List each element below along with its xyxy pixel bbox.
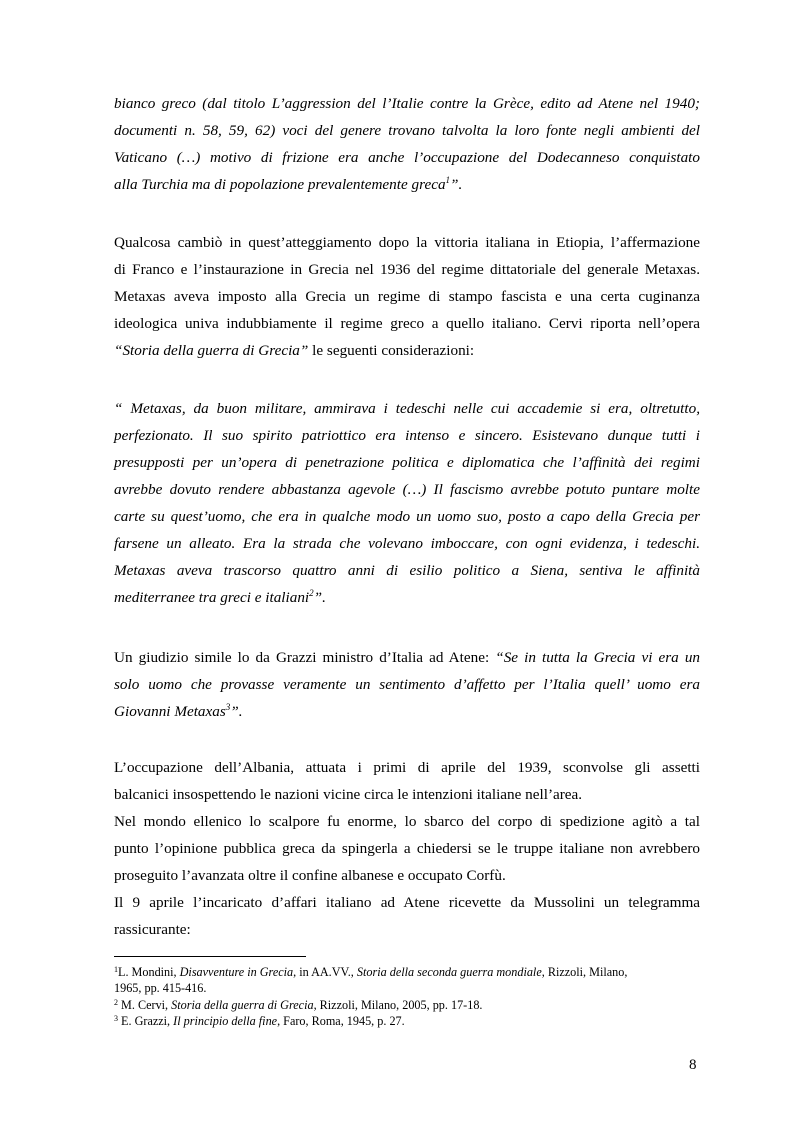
text-line: Vaticano (…) motivo di frizione era anche l’occupazione del Dodecanneso conquistato: [114, 149, 700, 166]
footnote-3: $^3$ E. Grazzi, Il principio della fine, Faro, Roma, 1945, p. 27.: [114, 1014, 405, 1028]
text-line: farsene un alleato. Era la strada che volevano imboccare, con ogni evidenza, i tedeschi.: [114, 535, 700, 552]
text-line: Qualcosa cambiò in quest’atteggiamento dopo la vittoria italiana in Etiopia, l’affermazione: [114, 234, 700, 251]
text-line: alla Turchia ma di popolazione prevalentemente greca$^1$”.: [114, 175, 463, 193]
text-line: proseguito l’avanzata oltre il confine albanese e occupato Corfù.: [114, 867, 506, 884]
text-line: carte su quest’uomo, che era in qualche modo un uomo suo, posto a capo della Grecia per: [114, 508, 700, 525]
paragraph-quote-continuation: [114, 90, 700, 198]
footnote-divider: [114, 956, 306, 957]
footnote-ref[interactable]: 1: [445, 175, 451, 185]
footnote-1: $^1$L. Mondini, Disavventure in Grecia, in AA.VV., Storia della seconda guerra mondiale, Rizzoli, Milano, 1965, pp. 415-416.: [114, 965, 628, 995]
text-line: L’occupazione dell’Albania, attuata i primi di aprile del 1939, sconvolse gli assetti: [114, 759, 700, 776]
text-line: punto l’opinione pubblica greca da spingerla a chiedersi se le truppe italiane non avrebbero: [114, 840, 700, 857]
text-line: bianco greco (dal titolo L’aggression del l’Italie contre la Grèce, edito ad Atene nel 1940;: [114, 95, 700, 112]
text-line: Nel mondo ellenico lo scalpore fu enorme, lo sbarco del corpo di spedizione agitò a tal: [114, 813, 700, 830]
footnote-2: $^2$ M. Cervi, Storia della guerra di Grecia, Rizzoli, Milano, 2005, pp. 17-18.: [114, 998, 483, 1012]
paragraph-metaxas-context: [114, 229, 700, 364]
text-line: documenti n. 58, 59, 62) voci del genere trovano talvolta la loro fonte negli ambienti del: [114, 122, 700, 139]
text-line: di Franco e l’instaurazione in Grecia nel 1936 del regime dittatoriale del generale Metaxas.: [114, 261, 700, 278]
footnote-ref[interactable]: 2: [309, 588, 314, 598]
text-line: mediterranee tra greci e italiani$^2$”.: [114, 588, 326, 606]
page-number: 8: [689, 1057, 697, 1073]
text-line: avrebbe dovuto rendere abbastanza agevole (…) Il fascismo avrebbe potuto puntare molte: [114, 481, 700, 498]
text-line: solo uomo che provasse veramente un sentimento d’affetto per l’Italia quell’ uomo era: [114, 676, 700, 693]
text-line: Metaxas aveva trascorso quattro anni di esilio politico a Siena, sentiva le affinità: [114, 562, 700, 579]
text-line: presupposti per un’opera di penetrazione politica e diplomatica che l’affinità dei regimi: [114, 454, 700, 471]
paragraph-albania: [114, 754, 700, 943]
text-line: “Storia della guerra di Grecia” le seguenti considerazioni:: [114, 342, 475, 359]
book-title: “Storia della guerra di Grecia”: [114, 342, 309, 359]
text-line: Giovanni Metaxas$^3$”.: [114, 702, 243, 720]
text-line: balcanici insospettendo le nazioni vicine circa le intenzioni italiane nell’area.: [114, 786, 583, 803]
text-line: rassicurante:: [114, 921, 191, 938]
text-line: “ Metaxas, da buon militare, ammirava i tedeschi nelle cui accademie si era, oltretutto,: [114, 400, 700, 417]
text-line: Un giudizio simile lo da Grazzi ministro d’Italia ad Atene: “Se in tutta la Grecia vi era un: [114, 649, 701, 666]
footnote-ref[interactable]: 3: [225, 702, 231, 712]
text-line: Metaxas aveva imposto alla Grecia un regime di stampo fascista e una certa cuginanza: [114, 288, 700, 305]
text-line: Il 9 aprile l’incaricato d’affari italiano ad Atene ricevette da Mussolini un telegramma: [114, 894, 700, 911]
text-line: perfezionato. Il suo spirito patriottico era intenso e sincero. Esistevano dunque tutti i: [114, 427, 700, 444]
text-line: ideologica univa indubbiamente il regime greco a quello italiano. Cervi riporta nell’opera: [114, 315, 700, 332]
paragraph-cervi-quote: [114, 395, 700, 611]
paragraph-grazzi: [114, 644, 700, 725]
